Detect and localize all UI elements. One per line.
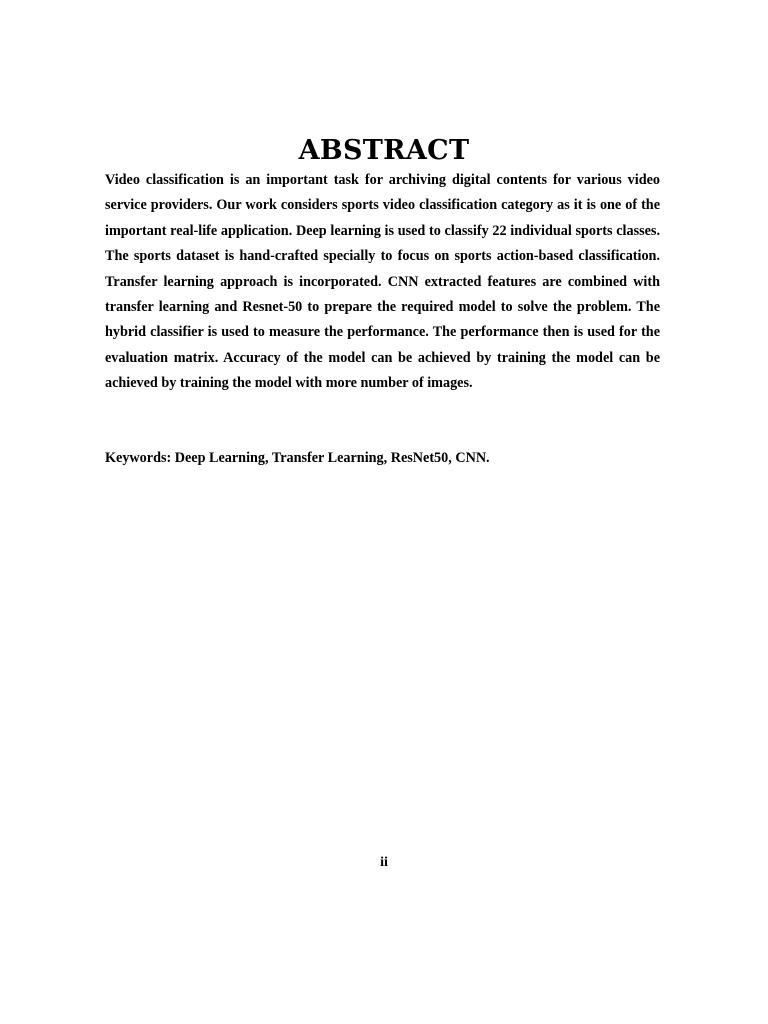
page-number: ii bbox=[380, 855, 388, 870]
abstract-paragraph: Video classification is an important task for archiving digital contents for various video service providers. Our work considers sports video classification category as it is one of the important real-life application. Deep learning is used to classify 22 individual sports classes. The sports dataset is hand-crafted specially to focus on sports action-based classification. Transfer learning approach is incorporated. CNN extracted features are combined with transfer learning and Resnet-50 to prepare the required model to solve the problem. The hybrid classifier is used to measure the performance. The performance then is used for the evaluation matrix. Accuracy of the model can be achieved by training the model can be achieved by training the model with more number of images. bbox=[105, 172, 660, 392]
keywords-line: Keywords: Deep Learning, Transfer Learning, ResNet50, CNN. bbox=[105, 450, 490, 466]
page-title: ABSTRACT bbox=[298, 135, 470, 166]
